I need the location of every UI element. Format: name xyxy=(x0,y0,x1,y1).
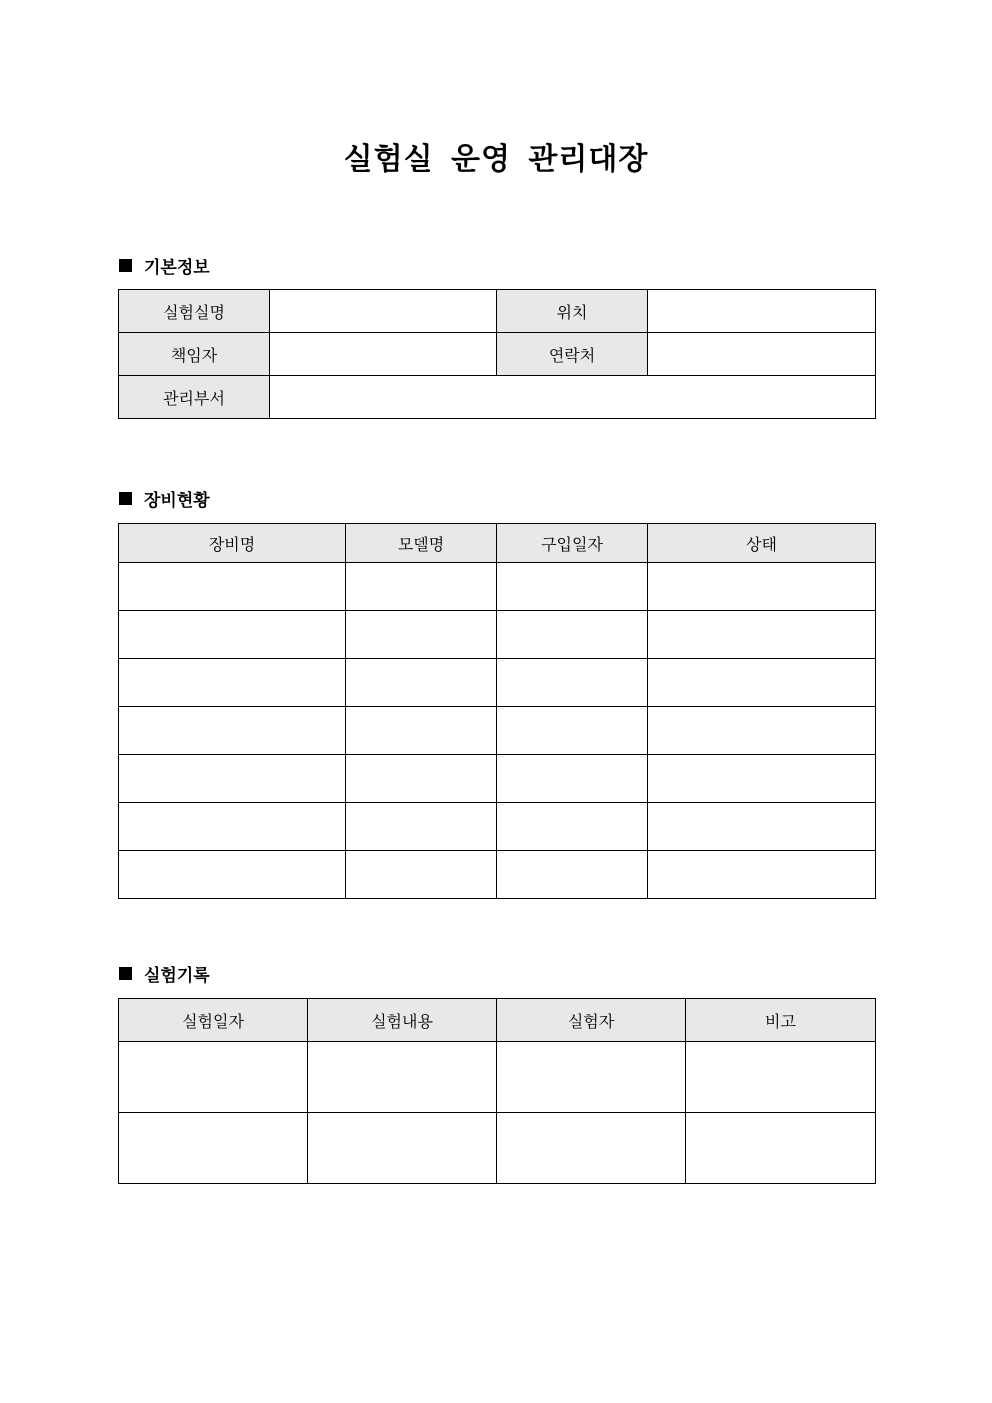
page-title: 실험실 운영 관리대장 xyxy=(343,142,649,177)
manager-field[interactable] xyxy=(270,333,497,376)
equipment-name-cell[interactable] xyxy=(119,563,346,611)
equipment-name-cell[interactable] xyxy=(119,755,346,803)
section-heading-records xyxy=(119,961,210,985)
equipment-table xyxy=(118,523,876,899)
section-heading-equipment xyxy=(119,486,210,510)
remarks-cell[interactable] xyxy=(686,1042,876,1113)
status-cell[interactable] xyxy=(648,611,876,659)
status-cell[interactable] xyxy=(648,755,876,803)
equipment-name-cell[interactable] xyxy=(119,851,346,899)
equipment-name-cell[interactable] xyxy=(119,659,346,707)
section-heading-basic xyxy=(119,253,210,277)
purchase-date-cell[interactable] xyxy=(497,563,648,611)
table-row xyxy=(119,1113,876,1184)
basic-info-table xyxy=(118,289,876,419)
lab-name-label: 실험실명 xyxy=(119,290,270,333)
table-row xyxy=(119,563,876,611)
column-header-model-name: 모델명 xyxy=(346,524,497,563)
square-bullet-icon xyxy=(119,259,132,272)
department-label: 관리부서 xyxy=(119,376,270,419)
experimenter-cell[interactable] xyxy=(497,1113,686,1184)
section-heading-label: 장비현황 xyxy=(144,490,210,511)
model-name-cell[interactable] xyxy=(346,659,497,707)
equipment-name-cell[interactable] xyxy=(119,707,346,755)
column-header-purchase-date: 구입일자 xyxy=(497,524,648,563)
status-cell[interactable] xyxy=(648,707,876,755)
section-heading-label: 실험기록 xyxy=(144,965,210,986)
purchase-date-cell[interactable] xyxy=(497,803,648,851)
status-cell[interactable] xyxy=(648,803,876,851)
column-header-experimenter: 실험자 xyxy=(497,999,686,1042)
status-cell[interactable] xyxy=(648,851,876,899)
purchase-date-cell[interactable] xyxy=(497,851,648,899)
model-name-cell[interactable] xyxy=(346,755,497,803)
table-row xyxy=(119,659,876,707)
remarks-cell[interactable] xyxy=(686,1113,876,1184)
status-cell[interactable] xyxy=(648,563,876,611)
column-header-experiment-date: 실험일자 xyxy=(119,999,308,1042)
purchase-date-cell[interactable] xyxy=(497,755,648,803)
column-header-status: 상태 xyxy=(648,524,876,563)
department-field[interactable] xyxy=(270,376,876,419)
contact-field[interactable] xyxy=(648,333,876,376)
contact-label: 연락처 xyxy=(497,333,648,376)
section-heading-label: 기본정보 xyxy=(144,257,210,278)
equipment-name-cell[interactable] xyxy=(119,611,346,659)
lab-name-field[interactable] xyxy=(270,290,497,333)
experiment-date-cell[interactable] xyxy=(119,1113,308,1184)
purchase-date-cell[interactable] xyxy=(497,611,648,659)
experiment-date-cell[interactable] xyxy=(119,1042,308,1113)
location-field[interactable] xyxy=(648,290,876,333)
experiment-content-cell[interactable] xyxy=(308,1113,497,1184)
table-row xyxy=(119,851,876,899)
table-row xyxy=(119,1042,876,1113)
column-header-equipment-name: 장비명 xyxy=(119,524,346,563)
model-name-cell[interactable] xyxy=(346,851,497,899)
column-header-remarks: 비고 xyxy=(686,999,876,1042)
experimenter-cell[interactable] xyxy=(497,1042,686,1113)
location-label: 위치 xyxy=(497,290,648,333)
table-row xyxy=(119,611,876,659)
table-row xyxy=(119,803,876,851)
model-name-cell[interactable] xyxy=(346,707,497,755)
table-row xyxy=(119,755,876,803)
experiment-records-table xyxy=(118,998,876,1184)
manager-label: 책임자 xyxy=(119,333,270,376)
experiment-content-cell[interactable] xyxy=(308,1042,497,1113)
column-header-experiment-content: 실험내용 xyxy=(308,999,497,1042)
model-name-cell[interactable] xyxy=(346,563,497,611)
purchase-date-cell[interactable] xyxy=(497,707,648,755)
square-bullet-icon xyxy=(119,492,132,505)
square-bullet-icon xyxy=(119,967,132,980)
model-name-cell[interactable] xyxy=(346,611,497,659)
equipment-name-cell[interactable] xyxy=(119,803,346,851)
table-row xyxy=(119,707,876,755)
status-cell[interactable] xyxy=(648,659,876,707)
purchase-date-cell[interactable] xyxy=(497,659,648,707)
model-name-cell[interactable] xyxy=(346,803,497,851)
